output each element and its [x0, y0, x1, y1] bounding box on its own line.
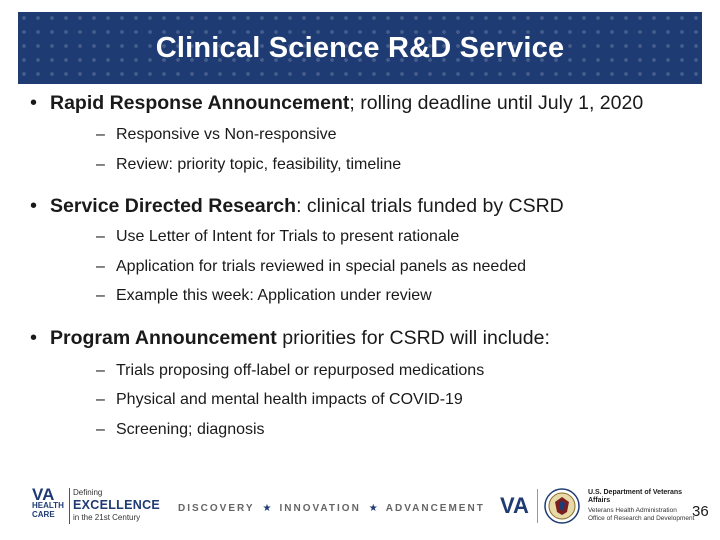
dept-line-ord: Office of Research and Development: [587, 515, 695, 522]
bullet-rapid-response: [30, 90, 694, 116]
sub-item: [96, 120, 694, 150]
sub-item: [96, 415, 694, 445]
sub-item: [96, 222, 694, 252]
motto-innovation: INNOVATION: [279, 503, 361, 514]
bullet-text: [50, 193, 694, 219]
sub-item-text: Use Letter of Intent for Trials to present rationale: [116, 228, 460, 245]
logo-divider: [69, 488, 70, 524]
va-care: CARE: [32, 510, 55, 519]
slide-title: Clinical Science R&D Service: [155, 31, 565, 64]
dept-name: U.S. Department of Veterans Affairs: [587, 489, 683, 504]
dept-text: [588, 489, 698, 523]
dash: –: [96, 155, 105, 173]
dash: –: [96, 257, 105, 275]
slide-content: [30, 90, 694, 444]
sub-item-text: Responsive vs Non-responsive: [116, 126, 337, 143]
tagline-defining: Defining: [73, 488, 103, 497]
bullet-text: [50, 90, 694, 116]
bullet-bold: Program Announcement: [50, 326, 277, 349]
bullet-bold: Service Directed Research: [50, 195, 297, 217]
sub-item: [96, 385, 694, 415]
sub-item: [96, 150, 694, 180]
sub-item-text: Example this week: Application under review: [116, 287, 432, 304]
sub-item: [96, 356, 694, 386]
seal-divider: [537, 489, 538, 523]
bullet-bold: Rapid Response Announcement: [50, 92, 350, 114]
footer-motto: [178, 503, 485, 514]
dept-line-vha: Veterans Health Administration: [587, 507, 677, 514]
tagline-century: in the 21st Century: [73, 513, 141, 522]
sub-item-text: Screening; diagnosis: [116, 420, 265, 438]
motto-advancement: ADVANCEMENT: [385, 503, 485, 514]
motto-discovery: DISCOVERY: [178, 503, 255, 514]
va-letters: VA: [32, 485, 55, 504]
dash: –: [96, 228, 105, 245]
bullet-service-directed: [30, 193, 694, 219]
star-icon: ★: [368, 503, 378, 514]
bullet-text: [50, 325, 694, 351]
va-seal-icon: [544, 488, 580, 524]
dash: –: [96, 361, 105, 379]
dash: –: [96, 287, 105, 304]
sub-item-text: Application for trials reviewed in special panels as needed: [116, 257, 527, 275]
tagline-excellence: EXCELLENCE: [73, 498, 161, 512]
va-letters-secondary: VA: [500, 493, 529, 518]
star-icon: ★: [262, 503, 272, 514]
sub-list-program-announcement: [96, 356, 694, 445]
sub-item: [96, 281, 694, 311]
page-number: 36: [692, 503, 709, 520]
bullet-rest: priorities for CSRD will include:: [276, 326, 550, 349]
sub-item-text: Review: priority topic, feasibility, timeline: [116, 155, 402, 173]
va-mark: [32, 485, 66, 524]
slide-footer: [0, 486, 720, 532]
dash: –: [96, 391, 105, 408]
va-department-logo: [500, 488, 698, 524]
sub-item: [96, 252, 694, 282]
bullet-rest: : clinical trials funded by CSRD: [296, 195, 564, 217]
sub-item-text: Physical and mental health impacts of COVID-19: [116, 391, 463, 408]
sub-list-rapid-response: [96, 120, 694, 179]
bullet-dot: •: [30, 92, 38, 114]
va-health: HEALTH: [32, 501, 64, 510]
bullet-rest: ; rolling deadline until July 1, 2020: [349, 92, 644, 114]
dash: –: [96, 126, 105, 143]
va-health-care-logo: [32, 485, 161, 524]
sub-item-text: Trials proposing off-label or repurposed medications: [116, 361, 485, 379]
title-banner: [18, 12, 702, 84]
bullet-dot: •: [30, 195, 38, 217]
bullet-dot: •: [30, 326, 38, 349]
dash: –: [96, 420, 105, 438]
va-tagline: [73, 488, 160, 524]
bullet-program-announcement: [30, 325, 694, 351]
sub-list-service-directed: [96, 222, 694, 311]
